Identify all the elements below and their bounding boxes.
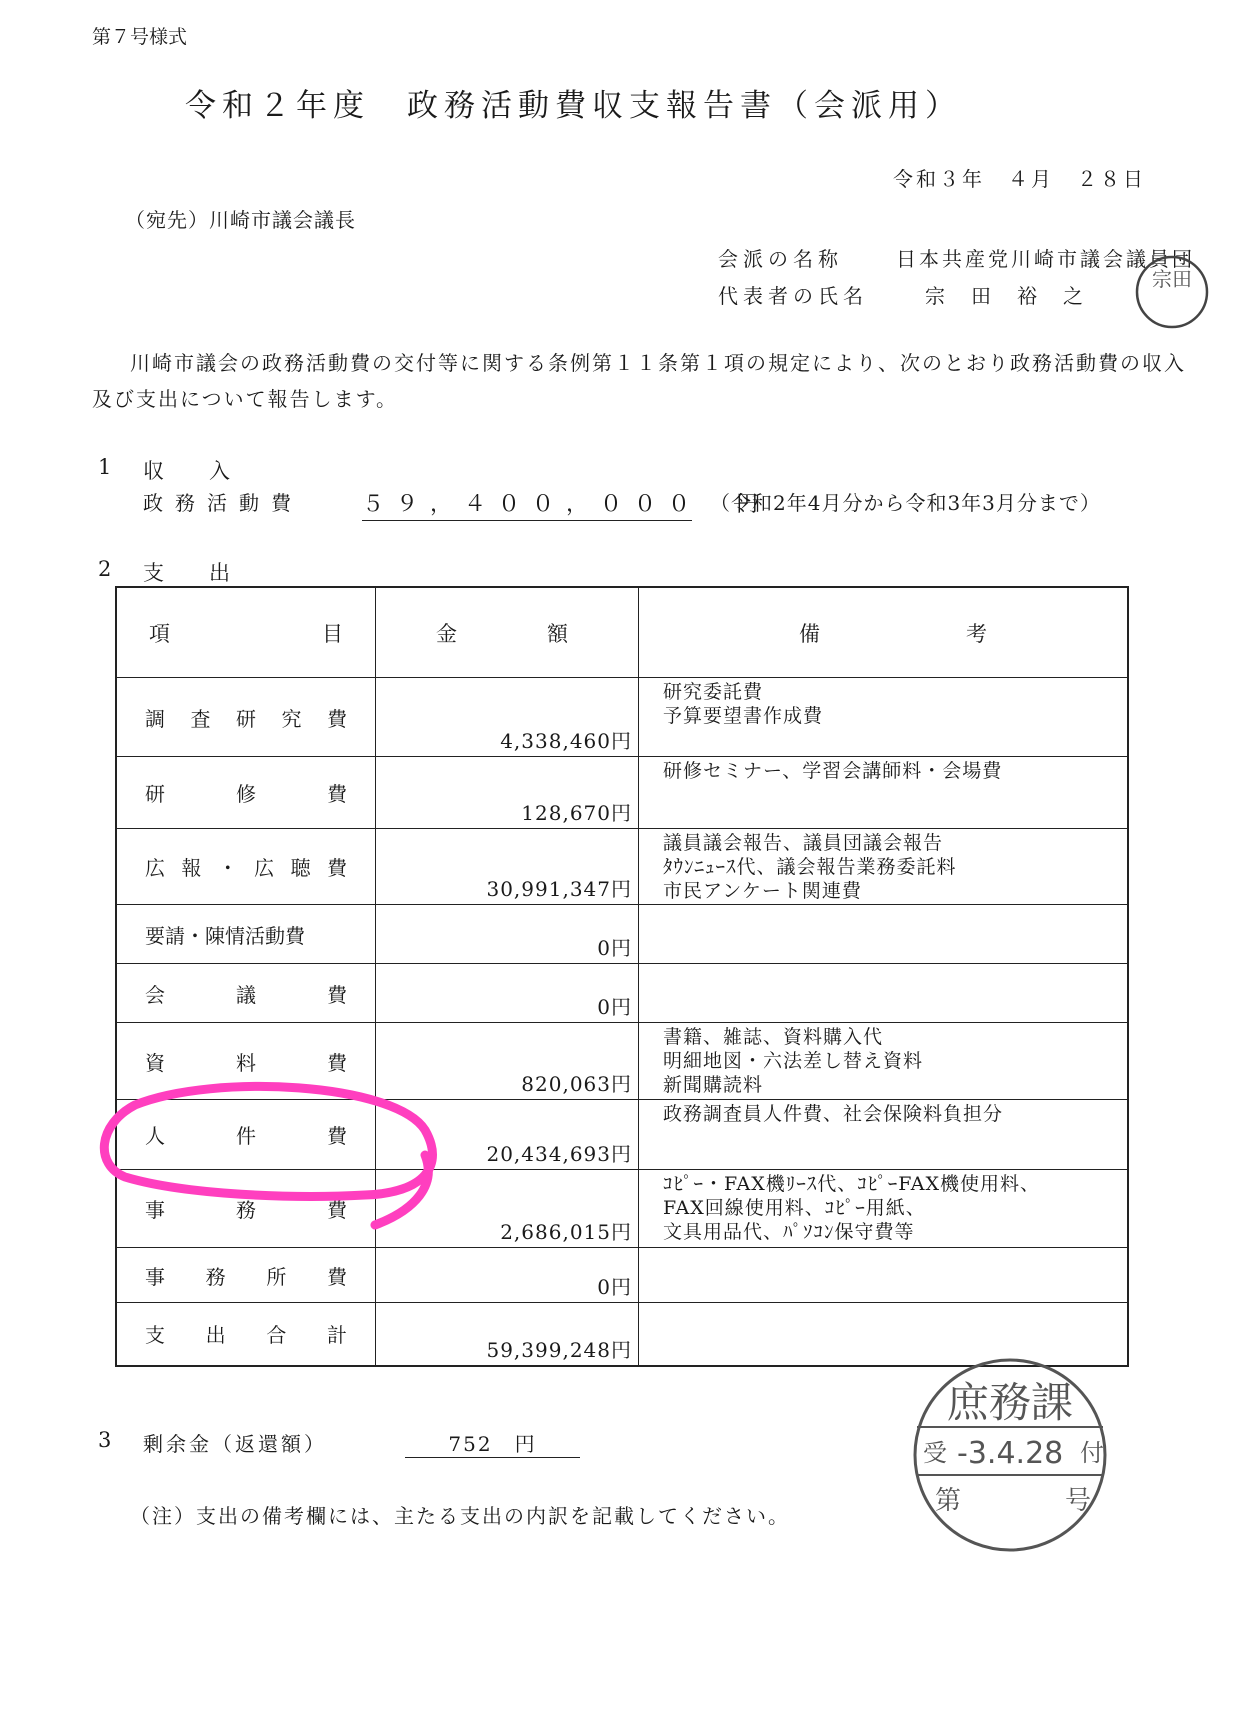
- expense-item: 会 議 費: [116, 964, 376, 1023]
- activity-fee-label: 政務活動費: [143, 491, 303, 515]
- expense-remarks: 書籍、雑誌、資料購入代 明細地図・六法差し替え資料 新聞購読料: [639, 1023, 1129, 1100]
- expense-remarks: [639, 905, 1129, 964]
- stamp-number-prefix: 第: [935, 1486, 962, 1516]
- expense-item: 広 報 ・ 広 聴 費: [116, 829, 376, 905]
- expense-item: 事 務 所 費: [116, 1248, 376, 1303]
- table-row: [116, 964, 1128, 1023]
- table-row: [116, 678, 1128, 757]
- expense-item: 事 務 費: [116, 1170, 376, 1248]
- footnote: （注）支出の備考欄には、主たる支出の内訳を記載してください。: [130, 1504, 790, 1528]
- expense-item: 資 料 費: [116, 1023, 376, 1100]
- expense-item: 人 件 費: [116, 1100, 376, 1170]
- expense-amount: 30,991,347円: [376, 829, 639, 905]
- activity-fee-amount: ５９，４００，０００ 円: [362, 487, 692, 521]
- stamp-number-suffix: 号: [1065, 1486, 1092, 1516]
- expense-item: 要請・陳情活動費: [116, 905, 376, 964]
- expense-amount: 820,063円: [376, 1023, 639, 1100]
- expense-item: 支 出 合 計: [116, 1303, 376, 1366]
- expense-amount: 0円: [376, 964, 639, 1023]
- surplus-section-number: 3: [98, 1428, 112, 1452]
- expense-table: [115, 586, 1129, 1367]
- header-remarks: 備 考: [639, 587, 1129, 678]
- expense-section-number: 2: [98, 557, 124, 581]
- expense-remarks: [639, 1248, 1129, 1303]
- income-section-number: 1: [98, 455, 124, 479]
- header-item: 項 目: [116, 587, 376, 678]
- surplus-label: 剰余金（返還額）: [143, 1432, 327, 1456]
- faction-name: 日本共産党川崎市議会議員団: [896, 247, 1195, 271]
- stamp-date: -3.4.28: [957, 1436, 1064, 1471]
- expense-amount: 2,686,015円: [376, 1170, 639, 1248]
- expense-item: 調 査 研 究 費: [116, 678, 376, 757]
- table-row: [116, 1248, 1128, 1303]
- header-amount: 金 額: [376, 587, 639, 678]
- table-row: [116, 757, 1128, 829]
- faction-label: 会派の名称: [718, 247, 843, 271]
- expense-amount: 4,338,460円: [376, 678, 639, 757]
- expense-remarks: ｺﾋﾟｰ・FAX機ﾘｰｽ代、ｺﾋﾟｰFAX機使用料、 FAX回線使用料、ｺﾋﾟｰ用紙、 文具用品代、ﾊﾟｿｺﾝ保守費等: [639, 1170, 1129, 1248]
- expense-remarks: 政務調査員人件費、社会保険料負担分: [639, 1100, 1129, 1170]
- expense-amount: 0円: [376, 905, 639, 964]
- receipt-stamp: [895, 1355, 1125, 1555]
- seal-text: 宗田: [1152, 267, 1192, 291]
- document-title: 令和２年度 政務活動費収支報告書（会派用）: [185, 88, 962, 124]
- form-number: 第７号様式: [92, 26, 188, 48]
- table-header-row: [116, 587, 1128, 678]
- intro-paragraph: 川崎市議会の政務活動費の交付等に関する条例第１１条第１項の規定により、次のとおり政務活動費の収入及び支出について報告します。: [92, 351, 1186, 411]
- expense-amount: 20,434,693円: [376, 1100, 639, 1170]
- expense-remarks: 研修セミナー、学習会講師料・会場費: [639, 757, 1129, 829]
- representative-label: 代表者の氏名: [718, 284, 868, 308]
- table-row: [116, 829, 1128, 905]
- stamp-received: 受: [923, 1439, 947, 1467]
- expense-amount: 128,670円: [376, 757, 639, 829]
- stamp-dept: 庶務課: [946, 1378, 1074, 1427]
- expense-remarks: 研究委託費 予算要望書作成費: [639, 678, 1129, 757]
- representative-name: 宗 田 裕 之: [925, 284, 1086, 308]
- income-section-label: 収 入: [143, 459, 242, 483]
- addressee: （宛先）川崎市議会議長: [125, 208, 356, 232]
- expense-amount: 0円: [376, 1248, 639, 1303]
- stamp-attached: 付: [1080, 1439, 1104, 1467]
- table-row: [116, 905, 1128, 964]
- expense-amount: 59,399,248円: [376, 1303, 639, 1366]
- activity-fee-period: （令和2年4月分から令和3年3月分まで）: [710, 491, 1101, 515]
- report-date: 令和３年 ４月 ２８日: [893, 167, 1146, 191]
- expense-remarks: 議員議会報告、議員団議会報告 ﾀｳﾝﾆｭｰｽ代、議会報告業務委託料 市民アンケート関連費: [639, 829, 1129, 905]
- expense-section-label: 支 出: [143, 561, 242, 585]
- personal-seal: [1132, 252, 1212, 332]
- expense-remarks: [639, 964, 1129, 1023]
- expense-item: 研 修 費: [116, 757, 376, 829]
- surplus-amount: 752 円: [405, 1428, 580, 1458]
- highlight-circle: [95, 1075, 450, 1235]
